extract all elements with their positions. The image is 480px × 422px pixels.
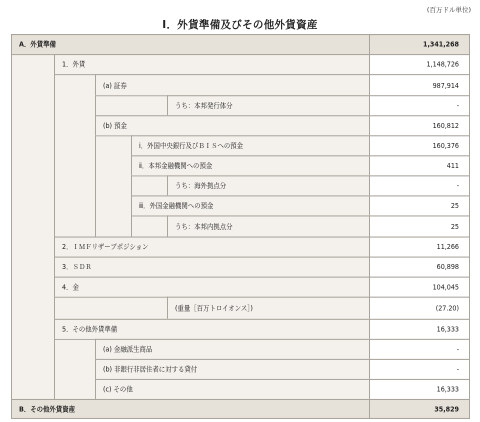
row-label-1a: (a) 証券 (95, 74, 369, 95)
row-label-5a: (a) 金融派生商品 (95, 339, 369, 359)
row-label-1b-ii: ⅱ．本邦金融機関への預金 (131, 155, 369, 175)
row-label-1: 1．外貨 (54, 54, 369, 74)
indent-block-a (11, 54, 54, 399)
indent-block-securities (95, 95, 167, 115)
indent-block-other-reserves (54, 339, 95, 399)
indent-block-foreign-currency (54, 74, 95, 236)
unit-note: (百万ドル単位) (426, 6, 471, 14)
row-label-3: 3．ＳＤＲ (54, 257, 369, 277)
row-value-5a: - (369, 339, 470, 359)
row-value-1: 1,148,726 (369, 54, 470, 74)
indent-block-deposit-iii (131, 215, 167, 236)
row-label-1a-domestic: うち：本邦発行体分 (167, 95, 369, 115)
row-value-3: 60,898 (369, 257, 470, 277)
row-value-b: 35,829 (369, 399, 470, 419)
row-label-b: B．その他外貨資産 (11, 399, 369, 419)
row-label-2: 2．ＩＭＦリザーブポジション (54, 237, 369, 257)
row-label-5b: (b) 非銀行非居住者に対する貸付 (95, 359, 369, 379)
row-value-5b: - (369, 359, 470, 379)
reserves-table (11, 34, 470, 419)
indent-block-gold (54, 297, 167, 319)
row-value-1b: 160,812 (369, 115, 470, 135)
row-label-1b-i: ⅰ．外国中央銀行及びＢＩＳへの預金 (131, 135, 369, 155)
row-label-1b-iii-domestic: うち：本邦内拠点分 (167, 215, 369, 236)
row-label-4-weight: (重量［百万トロイオンス］) (167, 297, 369, 319)
page-title: Ⅰ．外貨準備及びその他外貨資産 (162, 19, 318, 31)
row-value-1b-ii-overseas: - (369, 175, 470, 195)
row-value-1b-iii: 25 (369, 195, 470, 215)
row-value-1b-i: 160,376 (369, 135, 470, 155)
row-value-1b-ii: 411 (369, 155, 470, 175)
row-value-5c: 16,333 (369, 379, 470, 399)
indent-block-deposits (95, 135, 131, 236)
row-label-1b-ii-overseas: うち：海外拠点分 (167, 175, 369, 195)
row-value-4-weight: (27.20) (369, 297, 470, 319)
row-label-1b-iii: ⅲ．外国金融機関への預金 (131, 195, 369, 215)
row-value-a: 1,341,268 (369, 34, 470, 54)
row-value-1a-domestic: - (369, 95, 470, 115)
row-value-4: 104,045 (369, 277, 470, 297)
row-value-5: 16,333 (369, 319, 470, 339)
row-label-4: 4．金 (54, 277, 369, 297)
row-label-a: A．外貨準備 (11, 34, 369, 54)
row-label-5: 5．その他外貨準備 (54, 319, 369, 339)
indent-block-deposit-ii (131, 175, 167, 195)
row-value-1a: 987,914 (369, 74, 470, 95)
row-value-2: 11,266 (369, 237, 470, 257)
row-label-5c: (c) その他 (95, 379, 369, 399)
row-label-1b: (b) 預金 (95, 115, 369, 135)
row-value-1b-iii-domestic: 25 (369, 215, 470, 236)
